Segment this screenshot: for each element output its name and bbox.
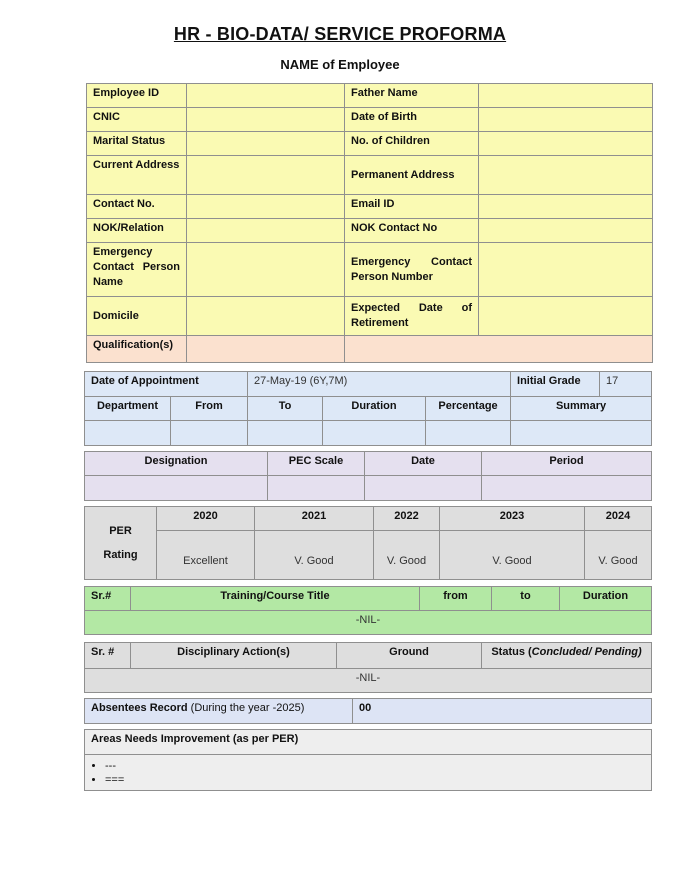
father-name-label: Father Name <box>345 84 479 108</box>
improvement-list-cell <box>85 755 652 791</box>
improvement-list <box>91 759 645 787</box>
dob-label: Date of Birth <box>345 108 479 132</box>
year-2021-header: 2021 <box>255 507 374 531</box>
to-cell[interactable] <box>248 421 323 446</box>
disciplinary-nil: -NIL- <box>85 669 652 693</box>
absentees-label: Absentees Record <box>91 702 188 714</box>
status-header <box>482 643 652 669</box>
absentees-label-cell <box>85 699 353 724</box>
disciplinary-sr-header: Sr. # <box>85 643 131 669</box>
training-from-header: from <box>420 587 492 611</box>
retirement-label: Expected Date of Retirement <box>345 297 479 336</box>
current-address-value[interactable] <box>187 156 345 195</box>
per-rating-table <box>84 506 652 580</box>
training-title-header: Training/Course Title <box>131 587 420 611</box>
emergency-name-value[interactable] <box>187 243 345 297</box>
appointment-table <box>84 371 652 446</box>
training-to-header: to <box>492 587 560 611</box>
improvement-item: • === <box>105 773 645 787</box>
emergency-number-label: Emergency Contact Person Number <box>345 243 479 297</box>
absentees-table <box>84 698 652 724</box>
appointment-value: 27-May-19 (6Y,7M) <box>248 372 511 397</box>
per-rating-label <box>85 507 157 580</box>
permanent-address-value[interactable] <box>479 156 653 195</box>
training-nil: -NIL- <box>85 611 652 635</box>
department-cell[interactable] <box>85 421 171 446</box>
employee-id-value[interactable] <box>187 84 345 108</box>
email-label: Email ID <box>345 195 479 219</box>
marital-status-value[interactable] <box>187 132 345 156</box>
pec-scale-header: PEC Scale <box>268 452 365 476</box>
permanent-address-label: Permanent Address <box>345 156 479 195</box>
personal-details-table <box>86 83 653 363</box>
qualification-label: Qualification(s) <box>87 336 187 363</box>
ground-header: Ground <box>337 643 482 669</box>
employee-name-heading: NAME of Employee <box>280 57 400 72</box>
dob-value[interactable] <box>479 108 653 132</box>
rating-2024: V. Good <box>585 531 652 580</box>
date-cell[interactable] <box>365 476 482 501</box>
nok-contact-value[interactable] <box>479 219 653 243</box>
current-address-label: Current Address <box>87 156 187 195</box>
designation-table <box>84 451 652 501</box>
designation-header: Designation <box>85 452 268 476</box>
from-header: From <box>171 397 248 421</box>
per-label-line1: PER <box>109 524 132 537</box>
improvement-table <box>84 729 652 791</box>
father-name-value[interactable] <box>479 84 653 108</box>
from-cell[interactable] <box>171 421 248 446</box>
per-label-line2: Rating <box>103 548 138 561</box>
cnic-value[interactable] <box>187 108 345 132</box>
percentage-cell[interactable] <box>426 421 511 446</box>
rating-2020: Excellent <box>157 531 255 580</box>
initial-grade-value: 17 <box>600 372 652 397</box>
year-2020-header: 2020 <box>157 507 255 531</box>
disciplinary-table <box>84 642 652 693</box>
appointment-label: Date of Appointment <box>85 372 248 397</box>
training-table <box>84 586 652 635</box>
year-2022-header: 2022 <box>374 507 440 531</box>
absentees-value: 00 <box>353 699 652 724</box>
period-cell[interactable] <box>482 476 652 501</box>
nok-relation-label: NOK/Relation <box>87 219 187 243</box>
duration-cell[interactable] <box>323 421 426 446</box>
emergency-number-value[interactable] <box>479 243 653 297</box>
pec-scale-cell[interactable] <box>268 476 365 501</box>
duration-header: Duration <box>323 397 426 421</box>
to-header: To <box>248 397 323 421</box>
retirement-value[interactable] <box>479 297 653 336</box>
initial-grade-label: Initial Grade <box>511 372 600 397</box>
rating-2023: V. Good <box>440 531 585 580</box>
department-header: Department <box>85 397 171 421</box>
improvement-label: Areas Needs Improvement (as per PER) <box>85 730 652 755</box>
email-value[interactable] <box>479 195 653 219</box>
nok-relation-value[interactable] <box>187 219 345 243</box>
marital-status-label: Marital Status <box>87 132 187 156</box>
period-header: Period <box>482 452 652 476</box>
children-label: No. of Children <box>345 132 479 156</box>
employee-id-label: Employee ID <box>87 84 187 108</box>
domicile-value[interactable] <box>187 297 345 336</box>
training-sr-header: Sr.# <box>85 587 131 611</box>
page-title: HR - BIO-DATA/ SERVICE PROFORMA <box>173 24 507 44</box>
designation-cell[interactable] <box>85 476 268 501</box>
rating-2022: V. Good <box>374 531 440 580</box>
disciplinary-action-header: Disciplinary Action(s) <box>131 643 337 669</box>
status-header-part1: Status ( <box>491 646 532 658</box>
contact-label: Contact No. <box>87 195 187 219</box>
training-duration-header: Duration <box>560 587 652 611</box>
cnic-label: CNIC <box>87 108 187 132</box>
absentees-note: (During the year -2025) <box>190 702 305 714</box>
children-value[interactable] <box>479 132 653 156</box>
summary-header: Summary <box>511 397 652 421</box>
status-header-part2: Concluded/ Pending) <box>531 646 642 658</box>
emergency-name-label: Emergency Contact Person Name <box>87 243 187 297</box>
contact-value[interactable] <box>187 195 345 219</box>
improvement-item: • --- <box>105 759 645 773</box>
qualification-value-1[interactable] <box>187 336 345 363</box>
percentage-header: Percentage <box>426 397 511 421</box>
qualification-value-2[interactable] <box>345 336 653 363</box>
year-2023-header: 2023 <box>440 507 585 531</box>
year-2024-header: 2024 <box>585 507 652 531</box>
summary-cell[interactable] <box>511 421 652 446</box>
nok-contact-label: NOK Contact No <box>345 219 479 243</box>
date-header: Date <box>365 452 482 476</box>
domicile-label: Domicile <box>87 297 187 336</box>
rating-2021: V. Good <box>255 531 374 580</box>
